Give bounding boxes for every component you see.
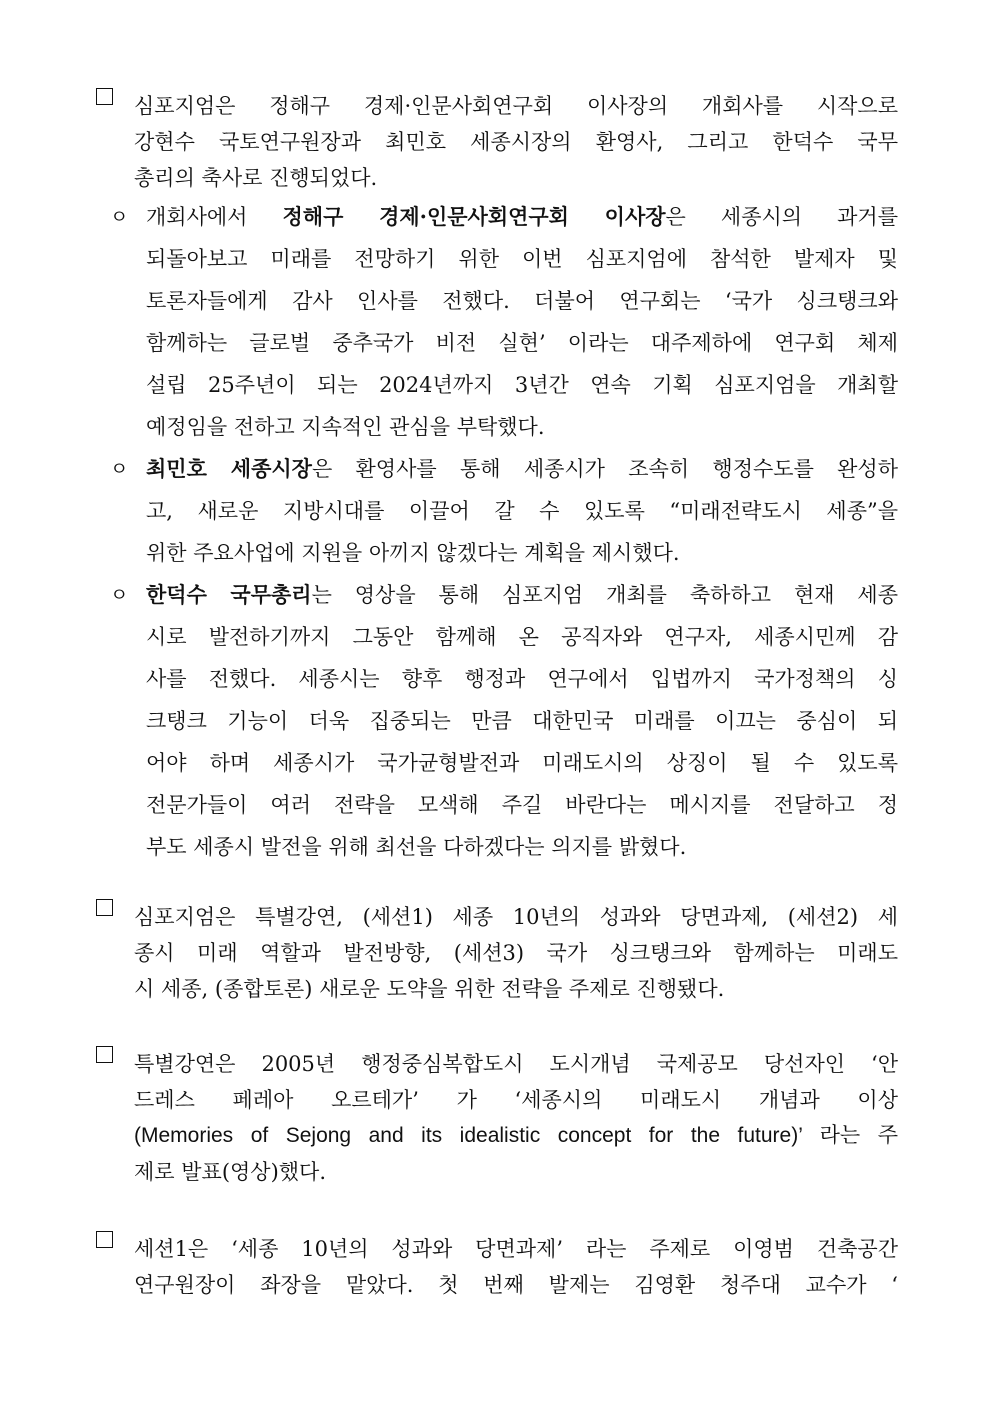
checkbox-bullet bbox=[96, 88, 132, 107]
text-line: 총리의 축사로 진행되었다. bbox=[134, 166, 378, 190]
text-line: 한덕수 국무총리는 영상을 통해 심포지엄 개최를 축하하고 현재 세종 bbox=[146, 582, 899, 607]
text-line: 전문가들이 여러 전략을 모색해 주길 바란다는 메시지를 전달하고 정 bbox=[146, 793, 898, 817]
checkbox-bullet bbox=[96, 1046, 132, 1065]
text-line: 크탱크 기능이 더욱 집중되는 만큼 대한민국 미래를 이끄는 중심이 되 bbox=[146, 709, 898, 733]
text-line: 개회사에서 정해구 경제·인문사회연구회 이사장은 세종시의 과거를 bbox=[146, 204, 898, 229]
text-line: (Memories of Sejong and its idealistic concept for the future)’ 라는 주 bbox=[134, 1124, 898, 1147]
paragraph-special-lecture bbox=[96, 1046, 898, 1190]
text-line: 어야 하며 세종시가 국가균형발전과 미래도시의 상징이 될 수 있도록 bbox=[146, 751, 898, 775]
text-line: 심포지엄은 정해구 경제·인문사회연구회 이사장의 개회사를 시작으로 bbox=[134, 94, 898, 118]
bold-name: 한덕수 국무총리 bbox=[146, 582, 312, 607]
paragraph-sessions-overview bbox=[96, 899, 898, 1007]
paragraph-opening bbox=[96, 88, 898, 196]
text-line: 함께하는 글로벌 중추국가 비전 실현’ 이라는 대주제하에 연구회 체제 bbox=[146, 331, 898, 355]
text-line: 고, 새로운 지방시대를 이끌어 갈 수 있도록 “미래전략도시 세종”을 bbox=[146, 499, 898, 523]
bold-name: 정해구 경제·인문사회연구회 이사장 bbox=[282, 204, 666, 229]
text-line: 예정임을 전하고 지속적인 관심을 부탁했다. bbox=[146, 415, 545, 439]
text-line: 세션1은 ‘세종 10년의 성과와 당면과제’ 라는 주제로 이영범 건축공간 bbox=[134, 1237, 898, 1261]
text-line: 연구원장이 좌장을 맡았다. 첫 번째 발제는 김영환 청주대 교수가 ‘ bbox=[134, 1273, 898, 1297]
text-line: 드레스 페레아 오르테가’ 가 ‘세종시의 미래도시 개념과 이상 bbox=[134, 1088, 898, 1112]
sub-item-opening-address bbox=[110, 196, 898, 448]
text-line: 제로 발표(영상)했다. bbox=[134, 1160, 327, 1184]
circle-bullet: ㅇ bbox=[110, 206, 129, 228]
text-line: 되돌아보고 미래를 전망하기 위한 이번 심포지엄에 참석한 발제자 및 bbox=[146, 247, 898, 271]
checkbox-bullet bbox=[96, 899, 132, 918]
text-line: 시 세종, (종합토론) 새로운 도약을 위한 전략을 주제로 진행됐다. bbox=[134, 977, 725, 1001]
text-line: 특별강연은 2005년 행정중심복합도시 도시개념 국제공모 당선자인 ‘안 bbox=[134, 1052, 898, 1076]
text-line: 최민호 세종시장은 환영사를 통해 세종시가 조속히 행정수도를 완성하 bbox=[146, 456, 899, 481]
text-line: 토론자들에게 감사 인사를 전했다. 더불어 연구회는 ‘국가 싱크탱크와 bbox=[146, 289, 898, 313]
paragraph-session-1 bbox=[96, 1231, 898, 1303]
text-line: 위한 주요사업에 지원을 아끼지 않겠다는 계획을 제시했다. bbox=[146, 541, 680, 565]
text-line: 사를 전했다. 세종시는 향후 행정과 연구에서 입법까지 국가정책의 싱 bbox=[146, 667, 898, 691]
text-line: 종시 미래 역할과 발전방향, (세션3) 국가 싱크탱크와 함께하는 미래도 bbox=[134, 941, 898, 965]
circle-bullet: ㅇ bbox=[110, 584, 129, 606]
text-line: 부도 세종시 발전을 위해 최선을 다하겠다는 의지를 밝혔다. bbox=[146, 835, 687, 859]
text-line: 설립 25주년이 되는 2024년까지 3년간 연속 기획 심포지엄을 개최할 bbox=[146, 373, 898, 397]
bold-name: 최민호 세종시장 bbox=[146, 456, 312, 481]
sub-item-congratulatory-address bbox=[110, 574, 898, 868]
text-line: 심포지엄은 특별강연, (세션1) 세종 10년의 성과와 당면과제, (세션2) 세 bbox=[134, 905, 898, 929]
circle-bullet: ㅇ bbox=[110, 458, 129, 480]
text-line: 시로 발전하기까지 그동안 함께해 온 공직자와 연구자, 세종시민께 감 bbox=[146, 625, 898, 649]
checkbox-bullet bbox=[96, 1231, 132, 1250]
sub-item-welcome-address bbox=[110, 448, 898, 574]
text-line: 강현수 국토연구원장과 최민호 세종시장의 환영사, 그리고 한덕수 국무 bbox=[134, 130, 898, 154]
